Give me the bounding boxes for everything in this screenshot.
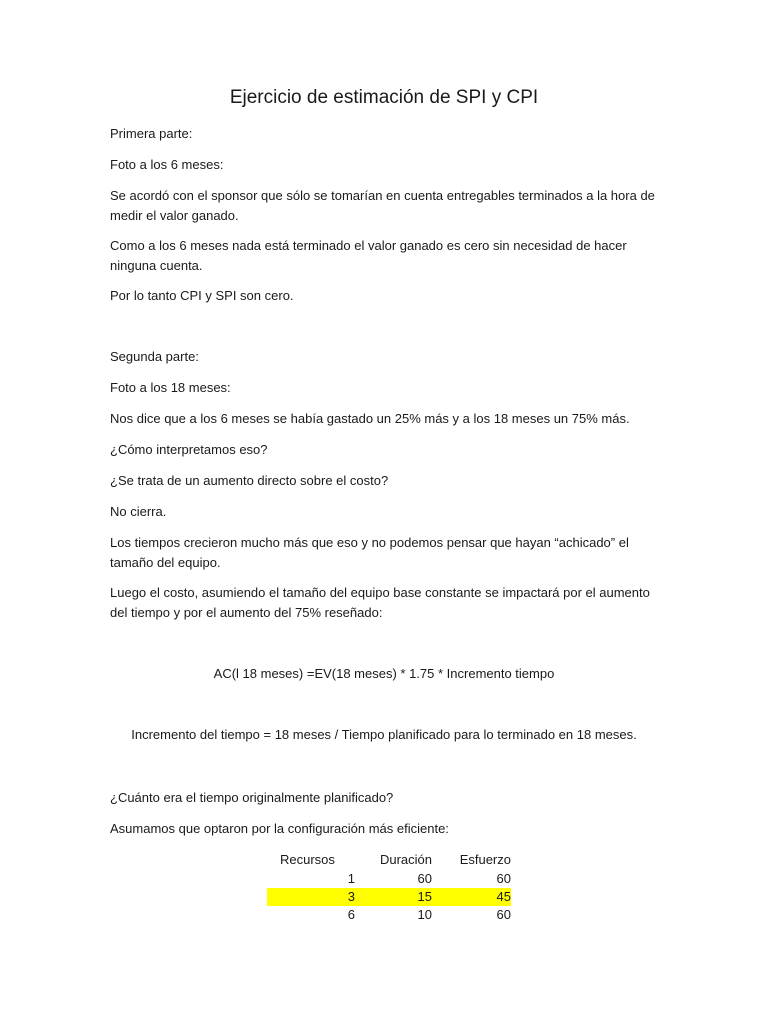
cell-recursos: 1 [347,871,355,886]
table-row [267,906,511,924]
paragraph-valor-ganado-cero: Como a los 6 meses nada está terminado el valor ganado es cero sin necesidad de hacer ninguna cuenta. [110,238,627,273]
document-title: Ejercicio de estimación de SPI y CPI [229,87,539,108]
resources-table [267,850,511,924]
paragraph-segunda-parte: Segunda parte: [110,349,199,364]
paragraph-tiempos-crecieron: Los tiempos crecieron mucho más que eso y no podemos pensar que hayan “achicado” el tamaño del equipo. [110,535,629,570]
header-recursos: Recursos [280,852,335,867]
table-row [267,870,511,888]
paragraph-aumento-directo: ¿Se trata de un aumento directo sobre el costo? [110,473,389,488]
paragraph-acuerdo-sponsor: Se acordó con el sponsor que sólo se tomarían en cuenta entregables terminados a la hora de medir el valor ganado. [110,188,655,223]
table-header-row [267,850,511,870]
paragraph-foto-6-meses: Foto a los 6 meses: [110,157,224,172]
paragraph-cpi-spi-cero: Por lo tanto CPI y SPI son cero. [110,288,294,303]
header-duracion: Duración [379,852,432,867]
cell-esfuerzo: 60 [496,907,511,922]
table-row-highlighted [267,888,511,906]
cell-recursos: 6 [347,907,355,922]
formula-incremento-tiempo: Incremento del tiempo = 18 meses / Tiempo planificado para lo terminado en 18 meses. [131,727,637,742]
cell-esfuerzo: 45 [432,888,511,906]
cell-duracion: 60 [417,871,432,886]
paragraph-luego-el-costo: Luego el costo, asumiendo el tamaño del equipo base constante se impactará por el aumento del tiempo y por el aumento del 75% reseñado: [110,585,650,620]
cell-recursos: 3 [267,888,355,906]
header-esfuerzo: Esfuerzo [459,852,511,867]
paragraph-configuracion-eficiente: Asumamos que optaron por la configuración más eficiente: [110,821,449,836]
formula-ac: AC(l 18 meses) =EV(18 meses) * 1.75 * Incremento tiempo [213,666,555,681]
paragraph-tiempo-planificado: ¿Cuánto era el tiempo originalmente planificado? [110,790,394,805]
cell-esfuerzo: 60 [496,871,511,886]
paragraph-gasto-porcentajes: Nos dice que a los 6 meses se había gastado un 25% más y a los 18 meses un 75% más. [110,411,630,426]
paragraph-primera-parte: Primera parte: [110,126,193,141]
cell-duracion: 10 [417,907,432,922]
paragraph-no-cierra: No cierra. [110,504,167,519]
paragraph-foto-18-meses: Foto a los 18 meses: [110,380,231,395]
cell-duracion: 15 [355,888,432,906]
paragraph-como-interpretamos: ¿Cómo interpretamos eso? [110,442,268,457]
